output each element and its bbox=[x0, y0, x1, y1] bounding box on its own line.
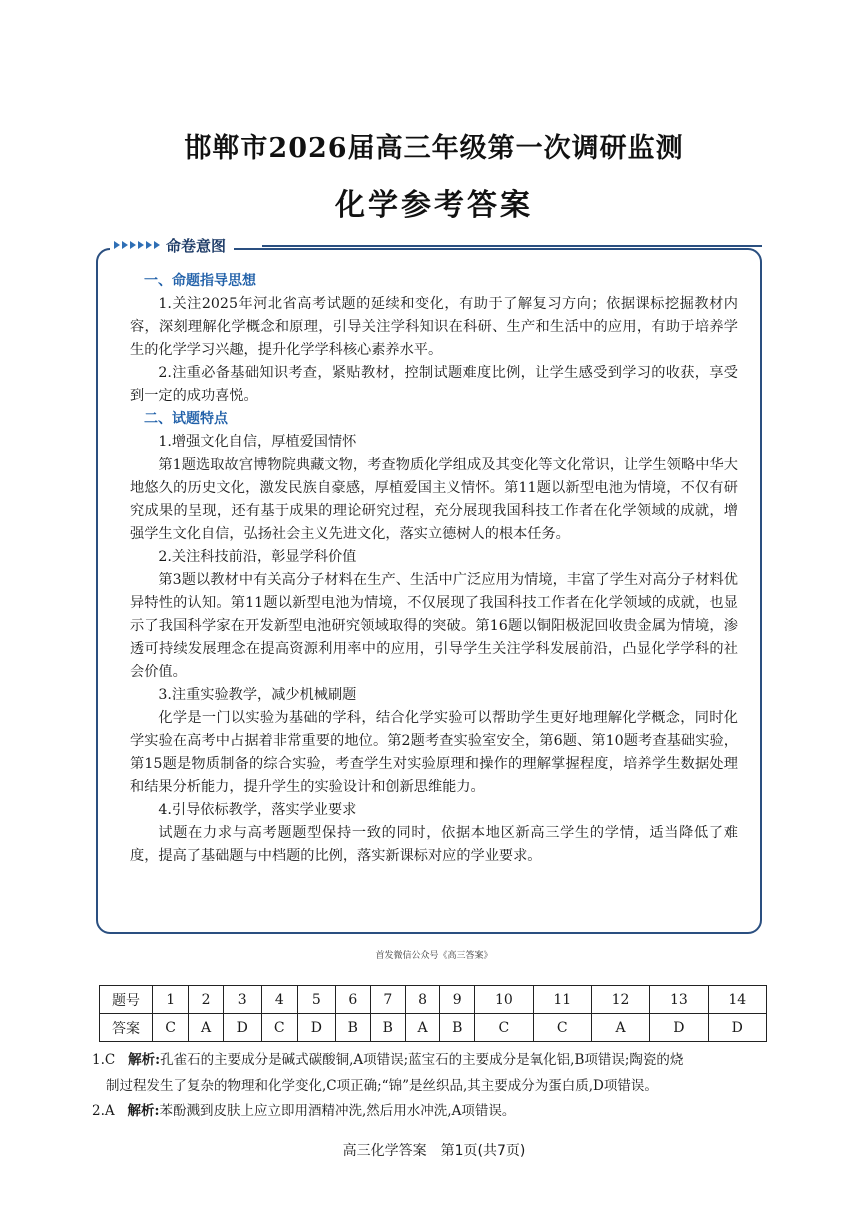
panel-header bbox=[110, 234, 234, 256]
explanation-text: 孔雀石的主要成分是碱式碳酸铜,A项错误;蓝宝石的主要成分是氧化铝,B项错误;陶瓷的烧 bbox=[160, 1052, 684, 1068]
question-number: 12 bbox=[591, 986, 649, 1014]
explanation-tag: 解析: bbox=[128, 1052, 161, 1068]
paragraph: 2.注重必备基础知识考查，紧贴教材，控制试题难度比例，让学生感受到学习的收获，享受到一定的成功喜悦。 bbox=[130, 365, 738, 404]
paragraph: 化学是一门以实验为基础的学科，结合化学实验可以帮助学生更好地理解化学概念，同时化学实验在高考中占据着非常重要的地位。第2题考查实验室安全，第6题、第10题考查基础实验，第15题是物质制备的综合实验，考查学生对实验原理和操作的理解掌握程度，培养学生数据处理和结果分析能力，提升学生的实验设计和创新思维能力。 bbox=[130, 710, 738, 795]
arrow-marker-icon bbox=[114, 241, 160, 249]
question-number: 7 bbox=[370, 986, 405, 1014]
feature-title: 1.增强文化自信，厚植爱国情怀 bbox=[158, 434, 357, 450]
page-title: 邯郸市2026届高三年级第一次调研监测 bbox=[184, 133, 684, 164]
table-row bbox=[100, 1014, 767, 1042]
explanation-text: 苯酚溅到皮肤上应立即用酒精冲洗,然后用水冲洗,A项错误。 bbox=[159, 1103, 516, 1119]
answer-choice: C bbox=[533, 1014, 591, 1042]
panel-label: 命卷意图 bbox=[166, 236, 227, 255]
question-number: 8 bbox=[405, 986, 439, 1014]
question-number: 9 bbox=[440, 986, 475, 1014]
feature-title: 2.关注科技前沿，彰显学科价值 bbox=[158, 549, 357, 565]
page-footer: 高三化学答案 第1页(共7页) bbox=[342, 1143, 526, 1159]
table-row bbox=[100, 986, 767, 1014]
answer-table bbox=[99, 985, 767, 1042]
answer-choice: D bbox=[297, 1014, 335, 1042]
intent-body bbox=[130, 270, 738, 868]
question-number: 11 bbox=[533, 986, 591, 1014]
paragraph: 试题在力求与高考题题型保持一致的同时，依据本地区新高三学生的学情，适当降低了难度，提高了基础题与中档题的比例，落实新课标对应的学业要求。 bbox=[130, 825, 738, 864]
source-footnote: 首发微信公众号《高三答案》 bbox=[375, 951, 493, 961]
question-number: 14 bbox=[708, 986, 766, 1014]
section-heading: 一、命题指导思想 bbox=[144, 273, 256, 289]
row-label: 答案 bbox=[100, 1014, 153, 1042]
section-heading: 二、试题特点 bbox=[144, 411, 228, 427]
question-number: 2 bbox=[189, 986, 223, 1014]
answer-choice: B bbox=[370, 1014, 405, 1042]
question-number: 13 bbox=[650, 986, 708, 1014]
paragraph: 1.关注2025年河北省高考试题的延续和变化，有助于了解复习方向；依据课标挖掘教材内容，深刻理解化学概念和原理，引导关注学科知识在科研、生产和生活中的应用，有助于培养学生的化学学习兴趣，提升化学学科核心素养水平。 bbox=[130, 296, 738, 358]
question-number: 3 bbox=[223, 986, 261, 1014]
answer-choice: A bbox=[189, 1014, 223, 1042]
question-number: 1 bbox=[153, 986, 189, 1014]
answer-choice: C bbox=[153, 1014, 189, 1042]
question-number: 10 bbox=[475, 986, 533, 1014]
answer-choice: A bbox=[591, 1014, 649, 1042]
paragraph: 第3题以教材中有关高分子材料在生产、生活中广泛应用为情境，丰富了学生对高分子材料优异特性的认知。第11题以新型电池为情境，不仅展现了我国科技工作者在化学领域的成就，也显示了我国科学家在开发新型电池研究领域取得的突破。第16题以铜阳极泥回收贵金属为情境，渗透可持续发展理念在提高资源利用率中的应用，引导学生关注学科发展前沿，凸显化学学科的社会价值。 bbox=[130, 572, 738, 680]
panel-header-line bbox=[262, 245, 762, 247]
answer-choice: D bbox=[223, 1014, 261, 1042]
explanation-number: 1.C bbox=[92, 1052, 116, 1068]
explanation-2 bbox=[92, 1098, 792, 1124]
answer-choice: A bbox=[405, 1014, 439, 1042]
answer-choice: B bbox=[335, 1014, 370, 1042]
answer-choice: B bbox=[440, 1014, 475, 1042]
page-subtitle: 化学参考答案 bbox=[335, 188, 533, 223]
answer-choice: C bbox=[475, 1014, 533, 1042]
explanation-text: 制过程发生了复杂的物理和化学变化,C项正确;“锦”是丝织品,其主要成分为蛋白质,D项错误。 bbox=[106, 1078, 658, 1094]
feature-title: 3.注重实验教学，减少机械刷题 bbox=[158, 687, 357, 703]
question-number: 4 bbox=[261, 986, 297, 1014]
question-number: 5 bbox=[297, 986, 335, 1014]
answer-choice: C bbox=[261, 1014, 297, 1042]
question-number: 6 bbox=[335, 986, 370, 1014]
explanation-tag: 解析: bbox=[127, 1103, 160, 1119]
explanation-number: 2.A bbox=[92, 1103, 115, 1119]
row-label: 题号 bbox=[100, 986, 153, 1014]
answer-choice: D bbox=[708, 1014, 766, 1042]
explanation-1 bbox=[92, 1047, 792, 1099]
paragraph: 第1题选取故宫博物院典藏文物，考查物质化学组成及其变化等文化常识，让学生领略中华大地悠久的历史文化，激发民族自豪感，厚植爱国主义情怀。第11题以新型电池为情境，不仅有研究成果的呈现，还有基于成果的理论研究过程，充分展现我国科技工作者在化学领域的成就，增强学生文化自信，弘扬社会主义先进文化，落实立德树人的根本任务。 bbox=[130, 457, 738, 542]
answer-choice: D bbox=[650, 1014, 708, 1042]
feature-title: 4.引导依标教学，落实学业要求 bbox=[158, 802, 357, 818]
